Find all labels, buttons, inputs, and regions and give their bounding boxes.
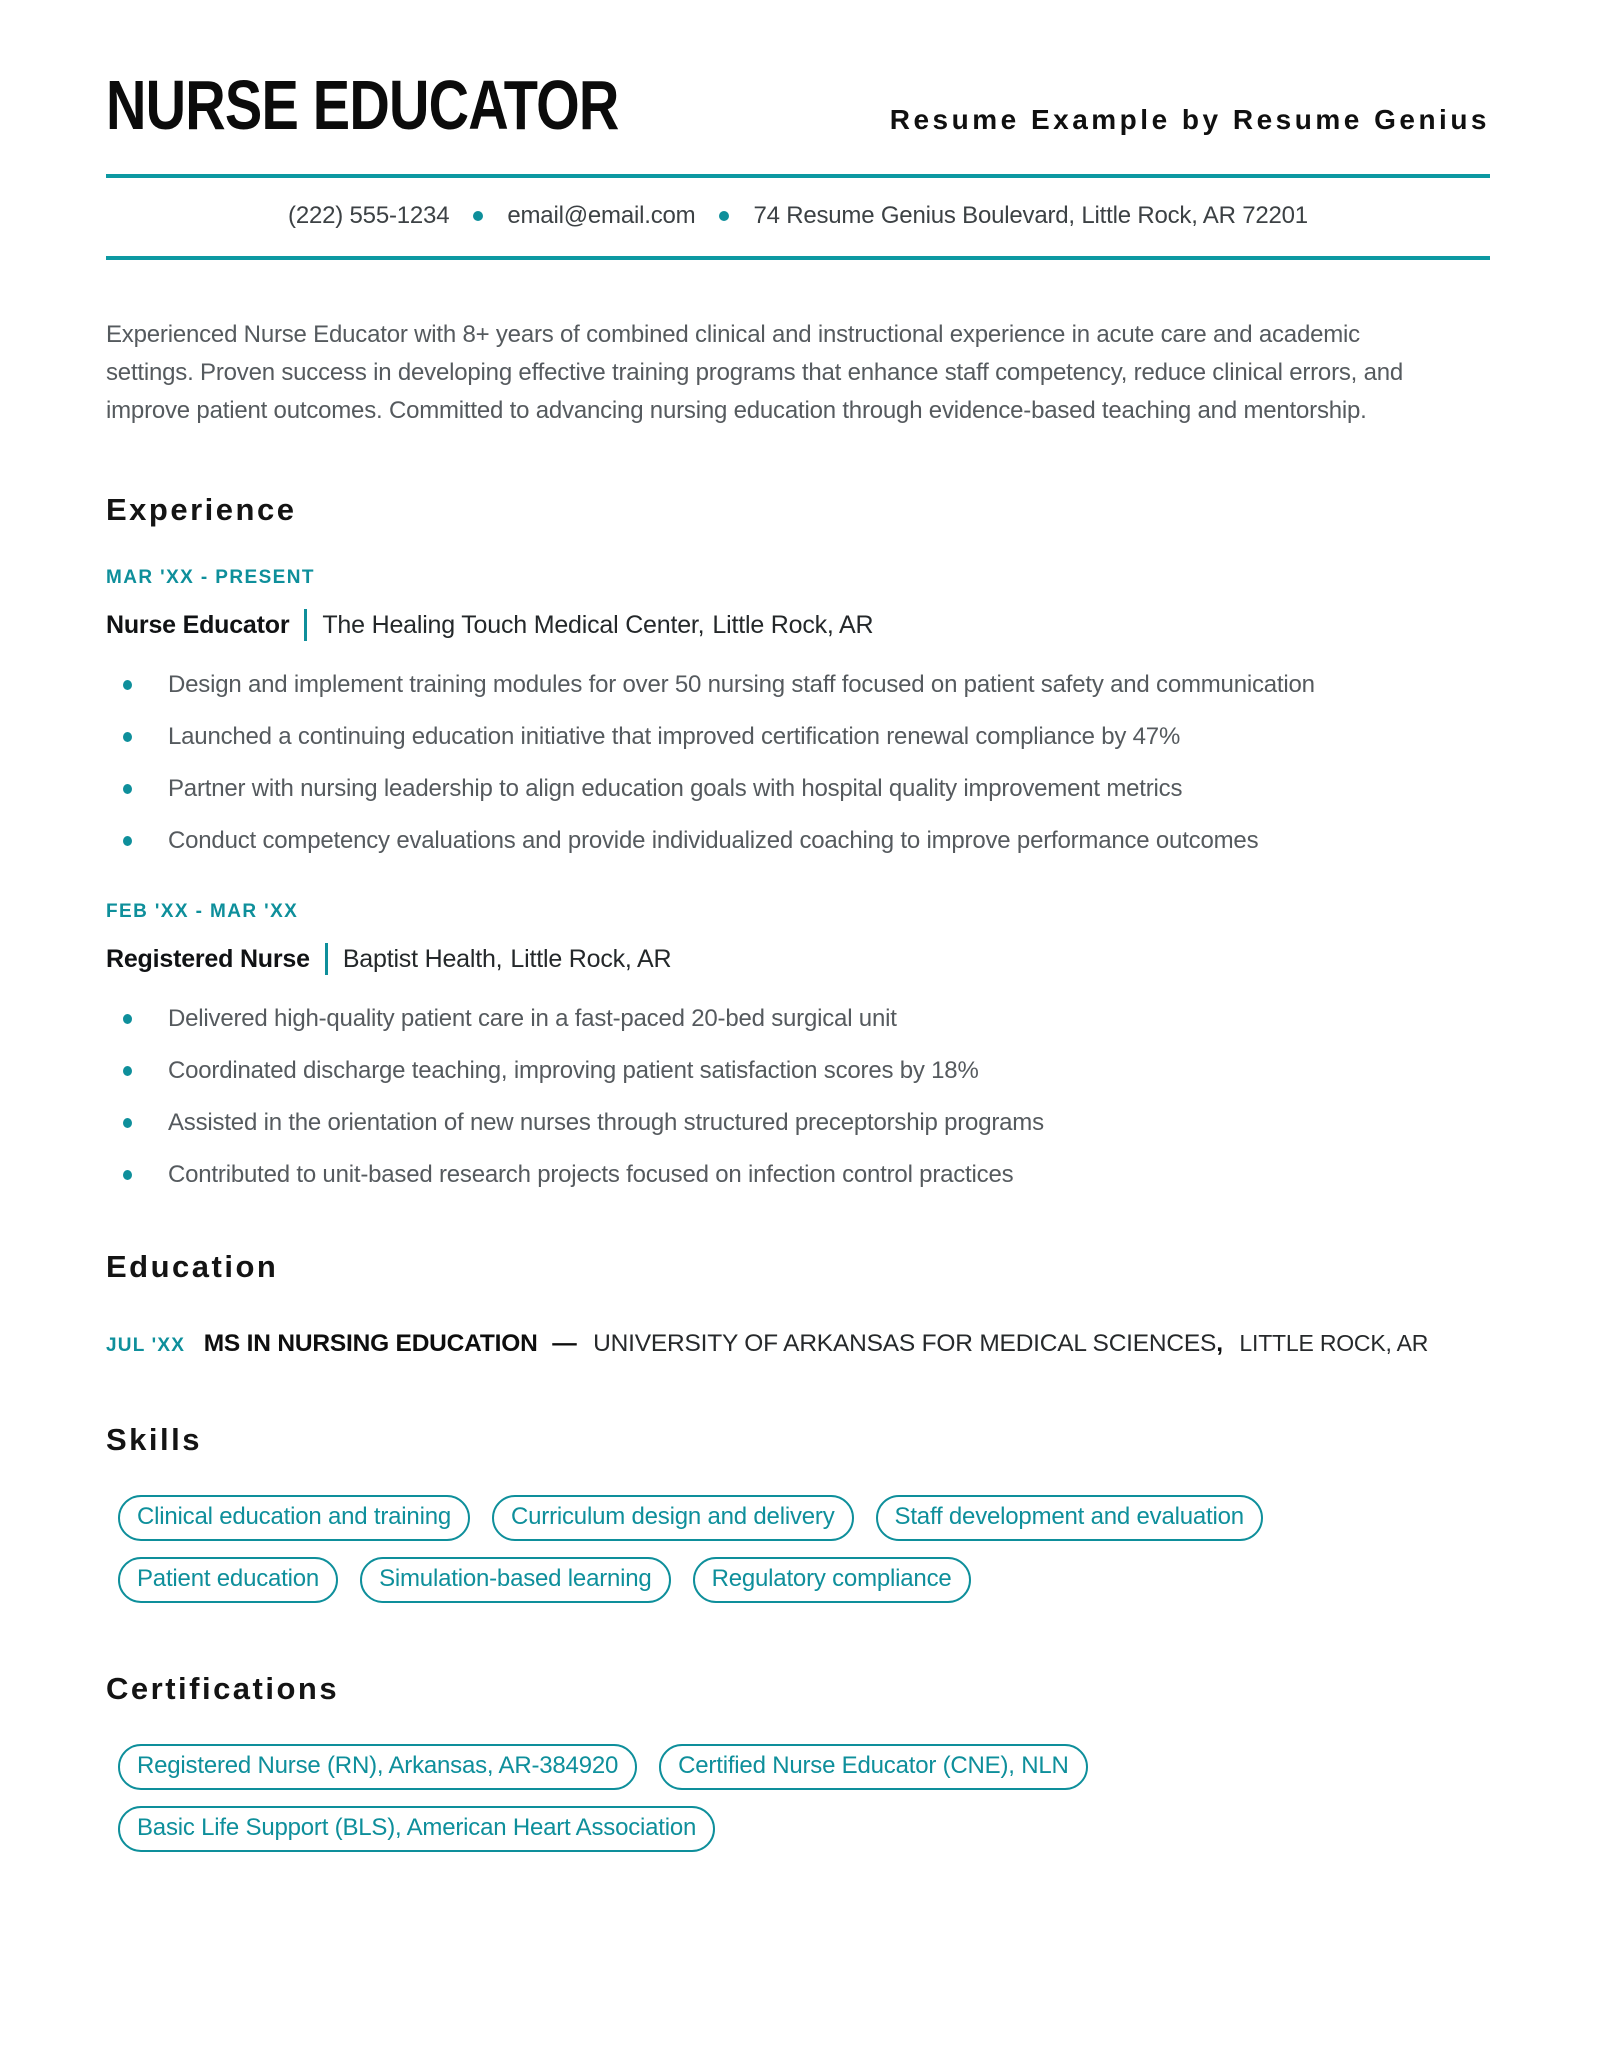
certification-pill: Certified Nurse Educator (CNE), NLN [659,1744,1087,1790]
job-location: Little Rock, AR [712,610,874,639]
bullet-list [106,1001,1490,1193]
job-entry [106,567,1490,859]
bullet-item: Conduct competency evaluations and provide individualized coaching to improve performance outcomes [123,823,1413,859]
job-title-line [106,609,1490,641]
job-dates: FEB 'XX - MAR 'XX [106,901,299,922]
bullet-list [106,667,1490,859]
bullet-item: Coordinated discharge teaching, improving patient satisfaction scores by 18% [123,1053,1413,1089]
job-title: Nurse Educator [106,610,290,639]
education-comma: , [1216,1330,1223,1357]
address-text: 74 Resume Genius Boulevard, Little Rock, AR 72201 [753,202,1308,229]
phone-text: (222) 555-1234 [288,202,450,229]
skill-pill: Patient education [118,1557,338,1603]
page-subtitle: Resume Example by Resume Genius [889,104,1490,135]
bullet-item: Partner with nursing leadership to align education goals with hospital quality improvement metrics [123,771,1413,807]
education-entry [106,1330,1490,1358]
bullet-separator-icon [473,211,483,221]
skills-pill-list [118,1495,1478,1603]
certifications-heading: Certifications [106,1671,340,1706]
skill-pill: Staff development and evaluation [876,1495,1263,1541]
job-company: Baptist Health, [342,944,503,973]
bullet-item: Delivered high-quality patient care in a fast-paced 20-bed surgical unit [123,1001,1413,1037]
divider-rule-bottom [106,256,1490,260]
bullet-item: Contributed to unit-based research projects focused on infection control practices [123,1157,1413,1193]
section-skills [106,1424,1490,1603]
section-certifications [106,1673,1490,1852]
job-location: Little Rock, AR [510,944,672,973]
skills-heading: Skills [106,1422,202,1457]
bullet-separator-icon [719,211,729,221]
bullet-item: Design and implement training modules for over 50 nursing staff focused on patient safety and communication [123,667,1413,703]
header [106,56,1490,144]
education-degree: MS IN NURSING EDUCATION [203,1330,538,1357]
section-experience [106,494,1490,1193]
skill-pill: Curriculum design and delivery [492,1495,854,1541]
page-title: NURSE EDUCATOR [106,66,619,144]
education-location: LITTLE ROCK, AR [1239,1330,1429,1356]
education-heading: Education [106,1249,279,1284]
skill-pill: Simulation-based learning [360,1557,671,1603]
education-date: JUL 'XX [106,1335,186,1356]
job-entry [106,901,1490,1193]
experience-heading: Experience [106,492,297,527]
certification-pill: Registered Nurse (RN), Arkansas, AR-384920 [118,1744,637,1790]
certifications-pill-list [118,1744,1478,1852]
certification-pill: Basic Life Support (BLS), American Heart Association [118,1806,715,1852]
skill-pill: Clinical education and training [118,1495,470,1541]
contact-bar [106,178,1490,256]
email-text: email@email.com [507,202,696,229]
job-title: Registered Nurse [106,944,310,973]
education-school: UNIVERSITY OF ARKANSAS FOR MEDICAL SCIENCES [593,1330,1217,1357]
vertical-divider-icon [325,943,328,975]
job-dates: MAR 'XX - PRESENT [106,567,315,588]
skill-pill: Regulatory compliance [693,1557,971,1603]
em-dash: — [552,1330,577,1357]
vertical-divider-icon [304,609,307,641]
bullet-item: Assisted in the orientation of new nurses through structured preceptorship programs [123,1105,1413,1141]
summary-paragraph: Experienced Nurse Educator with 8+ years of combined clinical and instructional experience in acute care and academic settings. Proven success in developing effective training programs that enhance staff competency, reduce clinical errors, and improve patient outcomes. Committed to advancing nursing education through evidence-based teaching and mentorship. [106,321,1404,424]
job-company: The Healing Touch Medical Center, [322,610,705,639]
job-title-line [106,943,1490,975]
bullet-item: Launched a continuing education initiative that improved certification renewal compliance by 47% [123,719,1413,755]
section-education [106,1251,1490,1358]
